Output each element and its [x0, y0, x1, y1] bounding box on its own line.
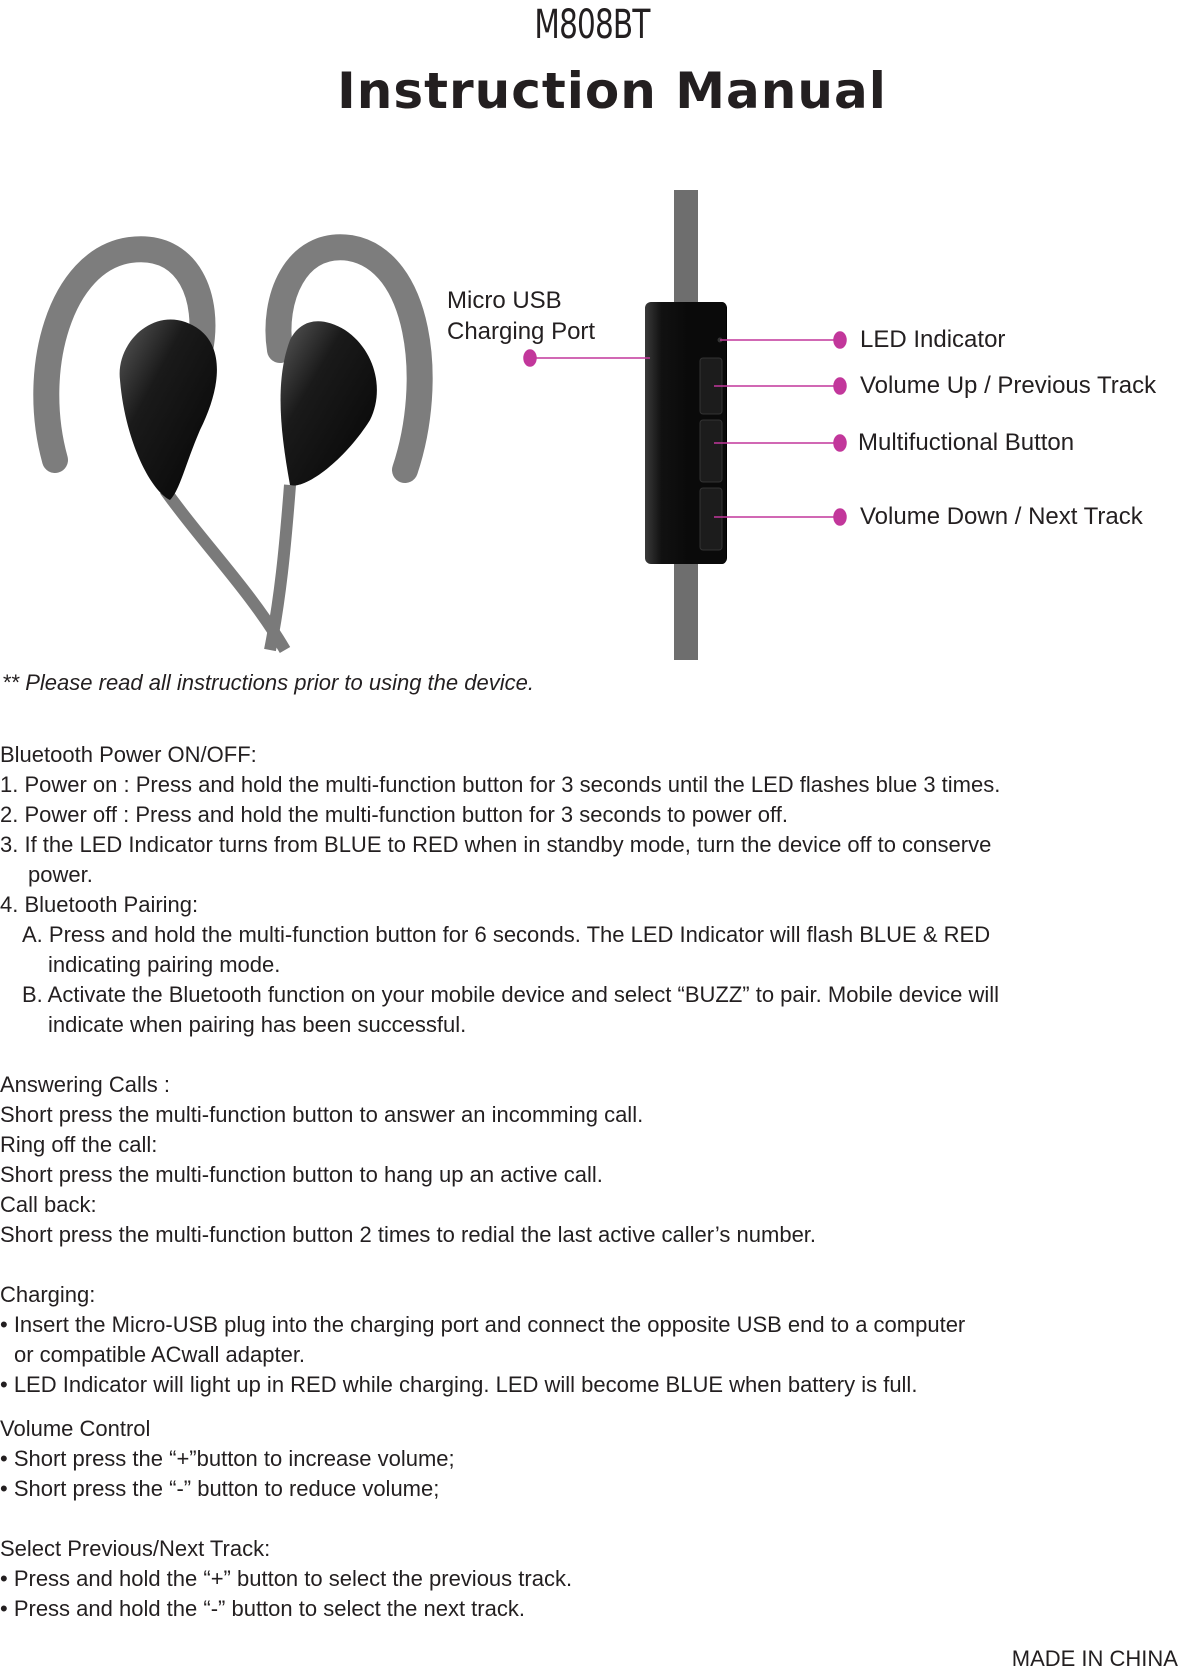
calls-answer: Short press the multi-function button to answer an incomming call.	[0, 1102, 644, 1127]
track-heading: Select Previous/Next Track:	[0, 1536, 271, 1561]
pairing-step-a-cont: indicating pairing mode.	[48, 952, 281, 977]
callback-text: Short press the multi-function button 2 times to redial the last active caller’s number.	[0, 1222, 817, 1247]
charging-heading: Charging:	[0, 1282, 96, 1307]
charging-bullet-2: • LED Indicator will light up in RED while charging. LED will become BLUE when battery is full.	[0, 1372, 918, 1397]
power-item-3-cont: power.	[28, 862, 93, 887]
track-bullet-2: • Press and hold the “-” button to select the next track.	[0, 1596, 525, 1621]
made-in-label: MADE IN CHINA	[1011, 1646, 1178, 1671]
led-callout-dot	[834, 332, 846, 348]
pairing-step-a: A. Press and hold the multi-function button for 6 seconds. The LED Indicator will flash BLUE & RED	[22, 922, 991, 947]
callback-heading: Call back:	[0, 1192, 97, 1217]
volume-heading: Volume Control	[0, 1416, 151, 1441]
volume-bullet-2: • Short press the “-” button to reduce volume;	[0, 1476, 440, 1501]
left-cable	[165, 490, 285, 650]
right-cable	[270, 485, 290, 650]
micro-usb-label	[447, 285, 595, 347]
charging-bullet-1: • Insert the Micro-USB plug into the charging port and connect the opposite USB end to a computer	[0, 1312, 966, 1337]
volume-down-key	[700, 488, 722, 550]
page-title: Instruction Manual	[337, 62, 887, 120]
volume-down-callout-dot	[834, 509, 846, 525]
ringoff-text: Short press the multi-function button to hang up an active call.	[0, 1162, 603, 1187]
usb-callout-dot	[524, 350, 536, 366]
track-bullet-1: • Press and hold the “+” button to select the previous track.	[0, 1566, 573, 1591]
power-item-3: 3. If the LED Indicator turns from BLUE to RED when in standby mode, turn the device off to conserve	[0, 832, 992, 857]
right-earbud	[281, 321, 377, 485]
power-item-1: 1. Power on : Press and hold the multi-function button for 3 seconds until the LED flashes blue 3 times.	[0, 772, 1001, 797]
read-instructions-notice: ** Please read all instructions prior to using the device.	[2, 670, 534, 695]
volume-up-label: Volume Up / Previous Track	[860, 372, 1157, 399]
charging-bullet-1-cont: or compatible ACwall adapter.	[14, 1342, 306, 1367]
volume-down-label: Volume Down / Next Track	[860, 503, 1143, 530]
control-cable-bottom	[674, 560, 698, 660]
left-earbud	[120, 320, 217, 500]
earphone-illustration	[0, 190, 1178, 660]
led-indicator-label: LED Indicator	[860, 326, 1006, 353]
product-diagram	[0, 190, 1178, 660]
power-item-4: 4. Bluetooth Pairing:	[0, 892, 199, 917]
volume-up-callout-dot	[834, 378, 846, 394]
calls-heading: Answering Calls :	[0, 1072, 170, 1097]
instructions-body	[0, 740, 1170, 1624]
pairing-step-b: B. Activate the Bluetooth function on your mobile device and select “BUZZ” to pair. Mobile device will	[22, 982, 1000, 1007]
multifunction-callout-dot	[834, 435, 846, 451]
power-item-2: 2. Power off : Press and hold the multi-function button for 3 seconds to power off.	[0, 802, 788, 827]
volume-bullet-1: • Short press the “+”button to increase volume;	[0, 1446, 455, 1471]
model-number: M808BT	[534, 2, 650, 48]
multifunction-key	[700, 420, 722, 482]
power-heading: Bluetooth Power ON/OFF:	[0, 742, 257, 767]
control-cable-top	[674, 190, 698, 310]
ringoff-heading: Ring off the call:	[0, 1132, 158, 1157]
multifunction-label: Multifuctional Button	[858, 429, 1075, 456]
pairing-step-b-cont: indicate when pairing has been successful.	[48, 1012, 467, 1037]
micro-usb-label-line1: Micro USB	[447, 287, 562, 314]
micro-usb-label-line2: Charging Port	[447, 318, 596, 345]
